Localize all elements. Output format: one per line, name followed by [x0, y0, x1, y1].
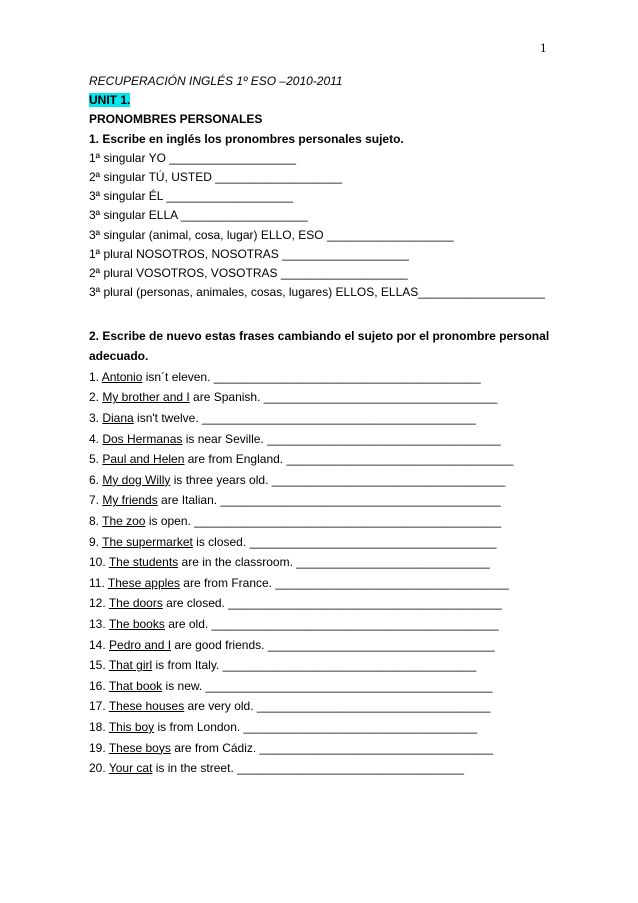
pronoun-item: 2ª singular TÚ, USTED ___________________ [89, 170, 343, 185]
sentence-number: 15. [89, 658, 109, 673]
sentence-number: 19. [89, 740, 109, 755]
sentence-subject: Pedro and I [109, 637, 172, 652]
sentence-rest: is from Italy. ______________________________________ [152, 658, 477, 673]
worksheet [89, 72, 559, 779]
pronoun-item: 1ª plural NOSOTROS, NOSOTRAS ___________________ [89, 246, 409, 261]
pronoun-item: 3ª singular ELLA ___________________ [89, 208, 308, 223]
sentence-item [89, 758, 559, 779]
sentence-subject: The doors [108, 596, 163, 611]
sentence-item [89, 367, 559, 388]
exercise-2 [89, 326, 559, 779]
exercise-1-list [89, 149, 559, 303]
sentence-number: 13. [89, 616, 109, 631]
sentence-item [89, 635, 559, 656]
sentence-item [89, 511, 559, 532]
sentence-rest: isn´t eleven. ________________________________________ [142, 369, 481, 384]
worksheet-title: RECUPERACIÓN INGLÉS 1º ESO –2010-2011 [89, 74, 343, 88]
sentence-number: 12. [89, 596, 109, 611]
sentence-item [89, 387, 559, 408]
sentence-item [89, 532, 559, 553]
sentence-item [89, 614, 559, 635]
unit-label [89, 91, 559, 110]
sentence-rest: are very old. ___________________________________ [184, 699, 491, 714]
sentence-subject: Your cat [108, 761, 153, 776]
sentence-subject: Antonio [101, 369, 143, 384]
pronoun-item: 1ª singular YO ___________________ [89, 150, 297, 165]
sentence-subject: Diana [102, 411, 134, 425]
exercise-2-instruction-line-1: 2. Escribe de nuevo estas frases cambiando el sujeto por el pronombre personal [89, 328, 550, 343]
sentence-subject: The students [108, 555, 179, 570]
sentence-item [89, 717, 559, 738]
pronoun-item: 2ª plural VOSOTROS, VOSOTRAS ___________________ [89, 266, 408, 281]
sentence-item [89, 408, 559, 429]
sentence-rest: are from France. ___________________________________ [179, 575, 509, 590]
section-heading: PRONOMBRES PERSONALES [89, 112, 263, 127]
sentence-item [89, 429, 559, 450]
sentence-rest: are in the classroom. _____________________________ [178, 555, 490, 570]
sentence-rest: are from Cádiz. ___________________________________ [170, 740, 494, 755]
sentence-subject: These apples [107, 575, 180, 590]
sentence-subject: That girl [108, 658, 153, 673]
sentence-item [89, 655, 559, 676]
sentence-number: 5. [89, 452, 103, 467]
sentence-item [89, 470, 559, 491]
sentence-number: 16. [89, 678, 109, 693]
sentence-rest: is near Seville. ___________________________________ [182, 431, 501, 446]
pronoun-item: 3ª plural (personas, animales, cosas, lugares) ELLOS, ELLAS___________________ [89, 285, 546, 300]
sentence-subject: Paul and Helen [102, 452, 185, 467]
sentence-subject: The supermarket [102, 534, 193, 549]
sentence-rest: are Italian. __________________________________________ [157, 493, 501, 508]
pronoun-item: 3ª singular ÉL ___________________ [89, 189, 294, 204]
sentence-rest: are Spanish. ___________________________________ [189, 390, 498, 405]
sentence-subject: The zoo [102, 513, 146, 528]
sentence-subject: Dos Hermanas [102, 431, 183, 446]
sentence-number: 14. [89, 637, 110, 652]
sentence-item [89, 552, 559, 573]
sentence-item [89, 738, 559, 759]
sentence-number: 8. [89, 513, 103, 528]
sentence-subject: My brother and I [102, 390, 190, 405]
sentence-number: 6. [89, 472, 103, 487]
sentence-rest: are old. ___________________________________________ [164, 616, 499, 631]
sentence-rest: is closed. _____________________________________ [192, 534, 497, 549]
sentence-number: 3. [89, 411, 103, 425]
exercise-2-instruction-line-2: adecuado. [89, 349, 149, 364]
sentence-number: 4. [89, 431, 103, 446]
sentence-rest: is new. ___________________________________________ [162, 678, 493, 693]
sentence-subject: The books [108, 616, 165, 631]
exercise-1-instruction: 1. Escribe en inglés los pronombres personales sujeto. [89, 131, 404, 146]
sentence-item [89, 573, 559, 594]
sentence-rest: are good friends. __________________________________ [171, 637, 495, 652]
sentence-number: 2. [89, 390, 103, 405]
sentence-number: 11. [89, 575, 108, 590]
sentence-number: 7. [89, 493, 103, 508]
sentence-rest: is from London. ___________________________________ [154, 719, 478, 734]
sentence-item [89, 696, 559, 717]
sentence-subject: These houses [108, 699, 185, 714]
sentence-item [89, 490, 559, 511]
sentence-rest: are from England. __________________________________ [184, 452, 514, 467]
sentence-subject: This boy [108, 719, 155, 734]
sentence-rest: is open. ______________________________________________ [145, 513, 502, 528]
page-number: 1 [540, 40, 547, 55]
sentence-item [89, 676, 559, 697]
sentence-number: 18. [89, 719, 109, 734]
sentence-number: 1. [89, 369, 102, 384]
sentence-number: 20. [89, 761, 109, 776]
pronoun-item: 3ª singular (animal, cosa, lugar) ELLO, ESO ___________________ [89, 227, 454, 242]
sentence-item [89, 593, 559, 614]
sentence-number: 17. [89, 699, 109, 714]
sentence-rest: are closed. _________________________________________ [162, 596, 502, 611]
sentence-rest: is three years old. ___________________________________ [170, 472, 506, 487]
unit-highlight: UNIT 1. [89, 93, 131, 108]
sentence-subject: That book [108, 678, 163, 693]
sentence-subject: These boys [108, 740, 171, 755]
sentence-subject: My dog Willy [102, 472, 171, 487]
sentence-subject: My friends [102, 493, 158, 508]
sentence-number: 10. [89, 555, 109, 570]
sentence-number: 9. [89, 534, 103, 549]
sentence-rest: is in the street. __________________________________ [152, 761, 465, 776]
sentence-item [89, 449, 559, 470]
exercise-2-list [89, 367, 559, 779]
sentence-rest: isn't twelve. _________________________________________ [133, 411, 476, 425]
